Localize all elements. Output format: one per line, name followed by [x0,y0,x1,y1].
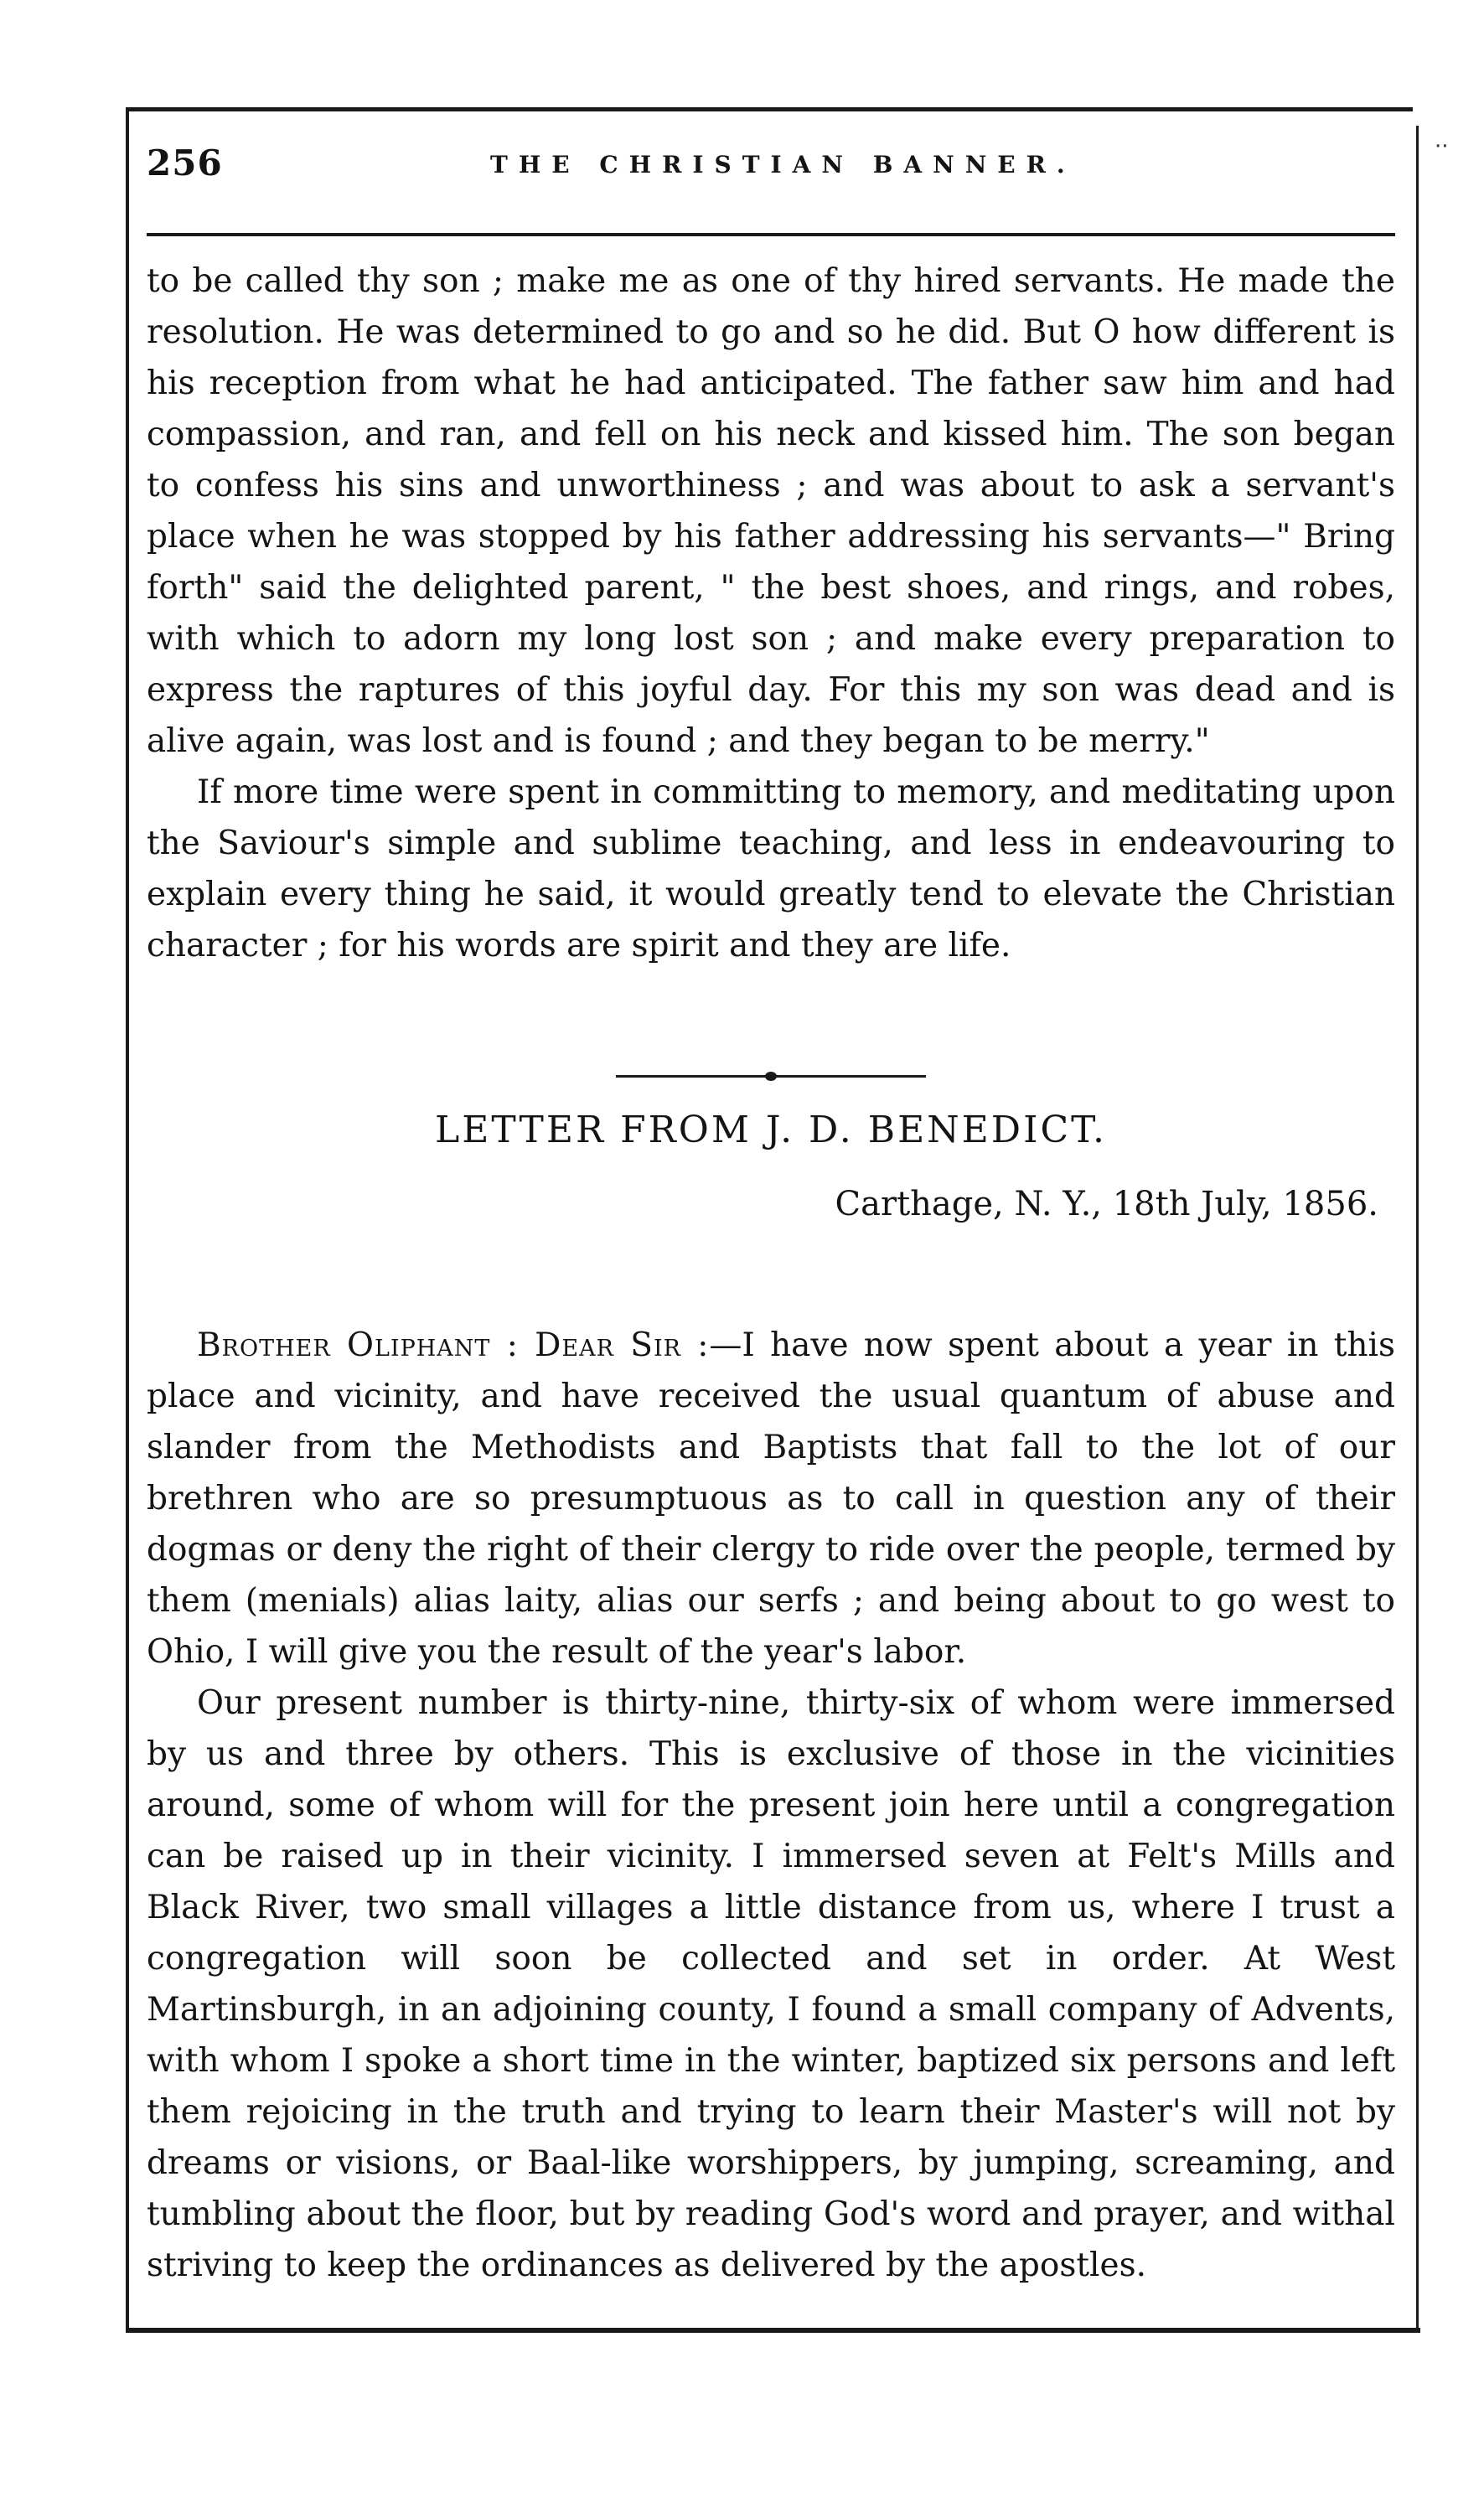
page-number: 256 [147,142,223,184]
page-border-top [126,107,1413,111]
section-title: LETTER FROM J. D. BENEDICT. [435,1109,1107,1151]
running-title: THE CHRISTIAN BANNER. [490,151,1076,178]
letter-dateline: Carthage, N. Y., 18th July, 1856. [835,1185,1378,1223]
letter-opening-text: —I have now spent about a year in this place and vicinity, and have received the usual quantum of abuse and slander from the Methodists and Baptists that fall to the lot of our brethren who are so presumptuous as to call in question any of their dogmas or deny the right of their clergy to ride over the people, termed by them (menials) alias laity, alias our serfs ; and being about to go west to Ohio, I will give you the result of the year's labor. [147,1326,1395,1671]
page-border-left [126,107,129,2329]
letter-body [147,1320,1395,2291]
page-border-right [1416,126,1419,2329]
corner-mark: ·· [1435,134,1449,159]
letter-salutation: Brother Oliphant : Dear Sir : [197,1326,710,1364]
article-continuation [147,256,1395,971]
paragraph-conclusion: If more time were spent in committing to memory, and meditating upon the Saviour's simple and sublime teaching, and less in endeavouring to explain every thing he said, it would greatly tend to elevate the Christian character ; for his words are spirit and they are life. [147,773,1395,964]
page-border-bottom [126,2328,1420,2333]
header-rule [147,233,1395,236]
page-header [147,142,1395,193]
section-divider-ornament [765,1072,777,1081]
letter-body-paragraph: Our present number is thirty-nine, thirty-six of whom were immersed by us and three by others. This is exclusive of those in the vicinities around, some of whom will for the present join here until a congregation can be raised up in their vicinity. I immersed seven at Felt's Mills and Black River, two small villages a little distance from us, where I trust a congregation will soon be collected and set in order. At West Martinsburgh, in an adjoining county, I found a small company of Advents, with whom I spoke a short time in the winter, baptized six persons and left them rejoicing in the truth and trying to learn their Master's will not by dreams or visions, or Baal-like worshippers, by jumping, screaming, and tumbling about the floor, but by reading God's word and prayer, and withal striving to keep the ordinances as delivered by the apostles. [147,1684,1395,2284]
paragraph-prodigal-son: to be called thy son ; make me as one of thy hired servants. He made the resolution. He was determined to go and so he did. But O how different is his reception from what he had anticipated. The father saw him and had compassion, and ran, and fell on his neck and kissed him. The son began to confess his sins and unworthiness ; and was about to ask a servant's place when he was stopped by his father addressing his servants—" Bring forth" said the delighted parent, " the best shoes, and rings, and robes, with which to adorn my long lost son ; and make every preparation to express the raptures of this joyful day. For this my son was dead and is alive again, was lost and is found ; and they began to be merry." [147,262,1395,760]
letter-opening-paragraph [147,1320,1395,1678]
